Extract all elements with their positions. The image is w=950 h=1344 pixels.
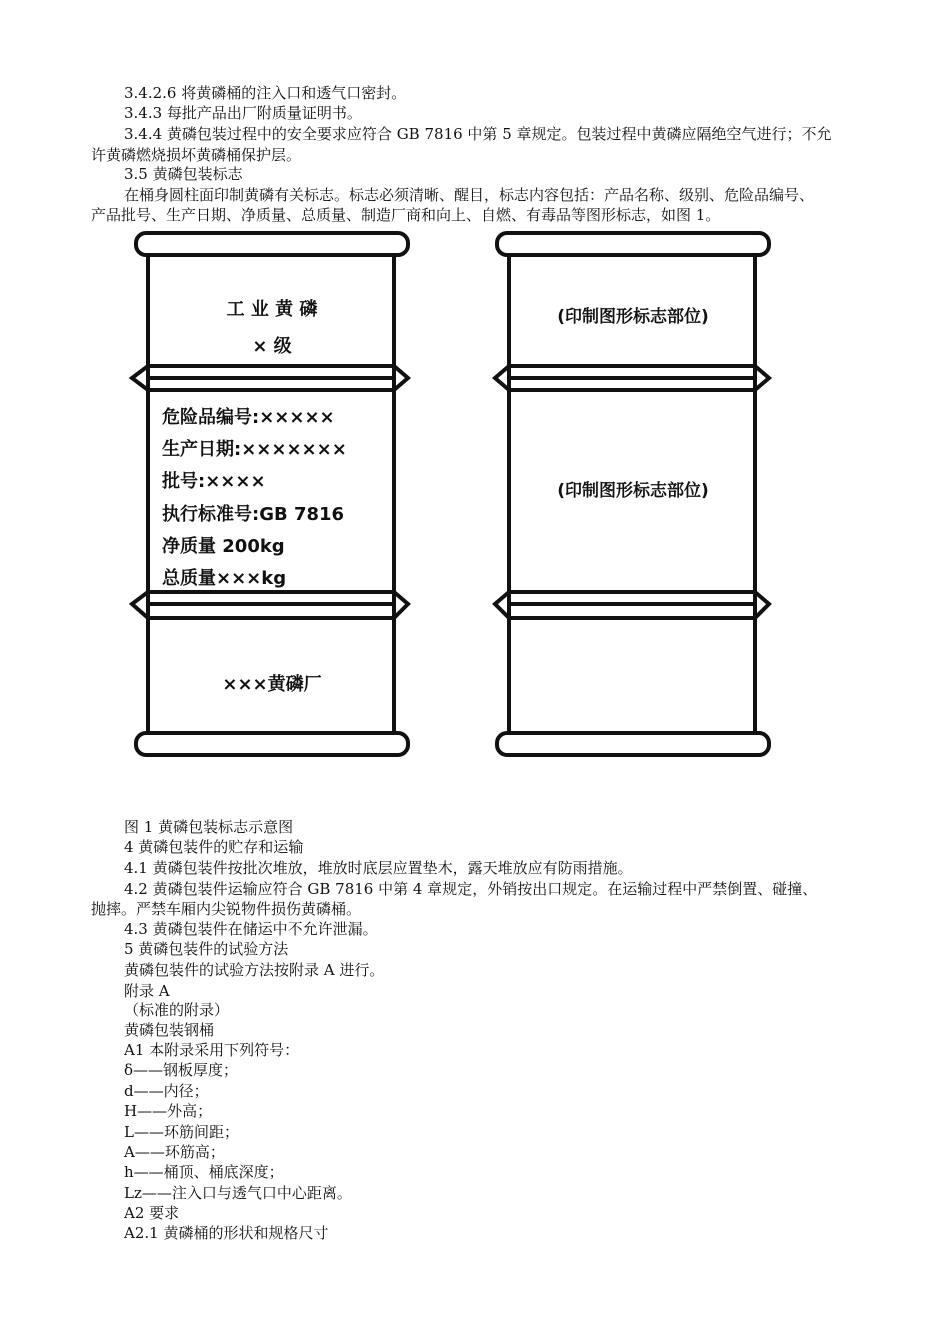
left-drum-top-rim [136, 233, 408, 255]
left-drum-label-standard: 执行标准号:GB 7816 [162, 504, 345, 525]
symbol-H: H——外高； [124, 1102, 213, 1120]
symbol-d: d——内径； [124, 1082, 209, 1100]
left-drum-label-batch-no: 批号:×××× [162, 471, 266, 492]
section-3-4-3: 3.4.3 每批产品出厂附质量证明书。 [124, 104, 362, 122]
appendix-a2: A2 要求 [124, 1204, 180, 1222]
section-4-1: 4.1 黄磷包装件按批次堆放，堆放时底层应置垫木，露天堆放应有防雨措施。 [124, 859, 633, 877]
right-drum-upper-marking-area: (印制图形标志部位) [557, 307, 709, 327]
section-4-2-line1: 4.2 黄磷包装件运输应符合 GB 7816 中第 4 章规定，外销按出口规定。在运输过程中严禁倒置、碰撞、 [124, 880, 818, 898]
section-5-heading: 5 黄磷包装件的试验方法 [124, 940, 289, 958]
left-drum-label-net-weight: 净质量 200kg [162, 536, 285, 557]
figure-1-caption: 图 1 黄磷包装标志示意图 [124, 818, 294, 836]
left-drum-bottom-rim [136, 733, 408, 755]
section-3-4-4-line2: 许黄磷燃烧损坏黄磷桶保护层。 [91, 146, 302, 164]
section-3-5-heading: 3.5 黄磷包装标志 [124, 165, 243, 183]
right-drum [495, 233, 769, 755]
section-4-3: 4.3 黄磷包装件在储运中不允许泄漏。 [124, 920, 378, 938]
section-3-5-line1: 在桶身圆柱面印制黄磷有关标志。标志必须清晰、醒目，标志内容包括：产品名称、级别、危险品编号、 [124, 186, 815, 204]
left-drum-label-gross-weight: 总质量×××kg [162, 568, 287, 589]
left-drum-label-hazard-no: 危险品编号:××××× [162, 407, 335, 428]
section-4-2-line2: 抛摔。严禁车厢内尖锐物件损伤黄磷桶。 [91, 900, 362, 918]
symbol-L: L——环筋间距； [124, 1123, 239, 1141]
symbol-h: h——桶顶、桶底深度； [124, 1163, 284, 1181]
left-drum-label-production-date: 生产日期:××××××× [162, 439, 347, 460]
symbol-Lz: Lz——注入口与透气口中心距离。 [124, 1184, 352, 1202]
appendix-a-subject: 黄磷包装钢桶 [124, 1021, 215, 1039]
appendix-a1: A1 本附录采用下列符号： [124, 1041, 300, 1059]
appendix-a-type: （标准的附录） [124, 1001, 230, 1019]
right-drum-top-rim [497, 233, 769, 255]
section-4-heading: 4 黄磷包装件的贮存和运输 [124, 838, 304, 856]
left-drum-grade: × 级 [252, 336, 292, 357]
right-drum-middle-marking-area: (印制图形标志部位) [557, 481, 709, 501]
left-drum-factory: ×××黄磷厂 [222, 674, 322, 695]
right-drum-bottom-rim [497, 733, 769, 755]
section-3-4-2-6: 3.4.2.6 将黄磷桶的注入口和透气口密封。 [124, 84, 407, 102]
symbol-delta: δ——钢板厚度； [124, 1061, 239, 1079]
left-drum [132, 233, 408, 755]
section-3-5-line2: 产品批号、生产日期、净质量、总质量、制造厂商和向上、自燃、有毒品等图形标志，如图 1。 [91, 206, 721, 224]
appendix-a2-1: A2.1 黄磷桶的形状和规格尺寸 [124, 1224, 329, 1242]
symbol-A: A——环筋高； [124, 1143, 225, 1161]
appendix-a-title: 附录 A [124, 982, 170, 1000]
left-drum-product-name: 工 业 黄 磷 [226, 299, 318, 320]
section-3-4-4-line1: 3.4.4 黄磷包装过程中的安全要求应符合 GB 7816 中第 5 章规定。包装过程中黄磷应隔绝空气进行；不允 [124, 125, 832, 143]
section-5-body: 黄磷包装件的试验方法按附录 A 进行。 [124, 961, 385, 979]
